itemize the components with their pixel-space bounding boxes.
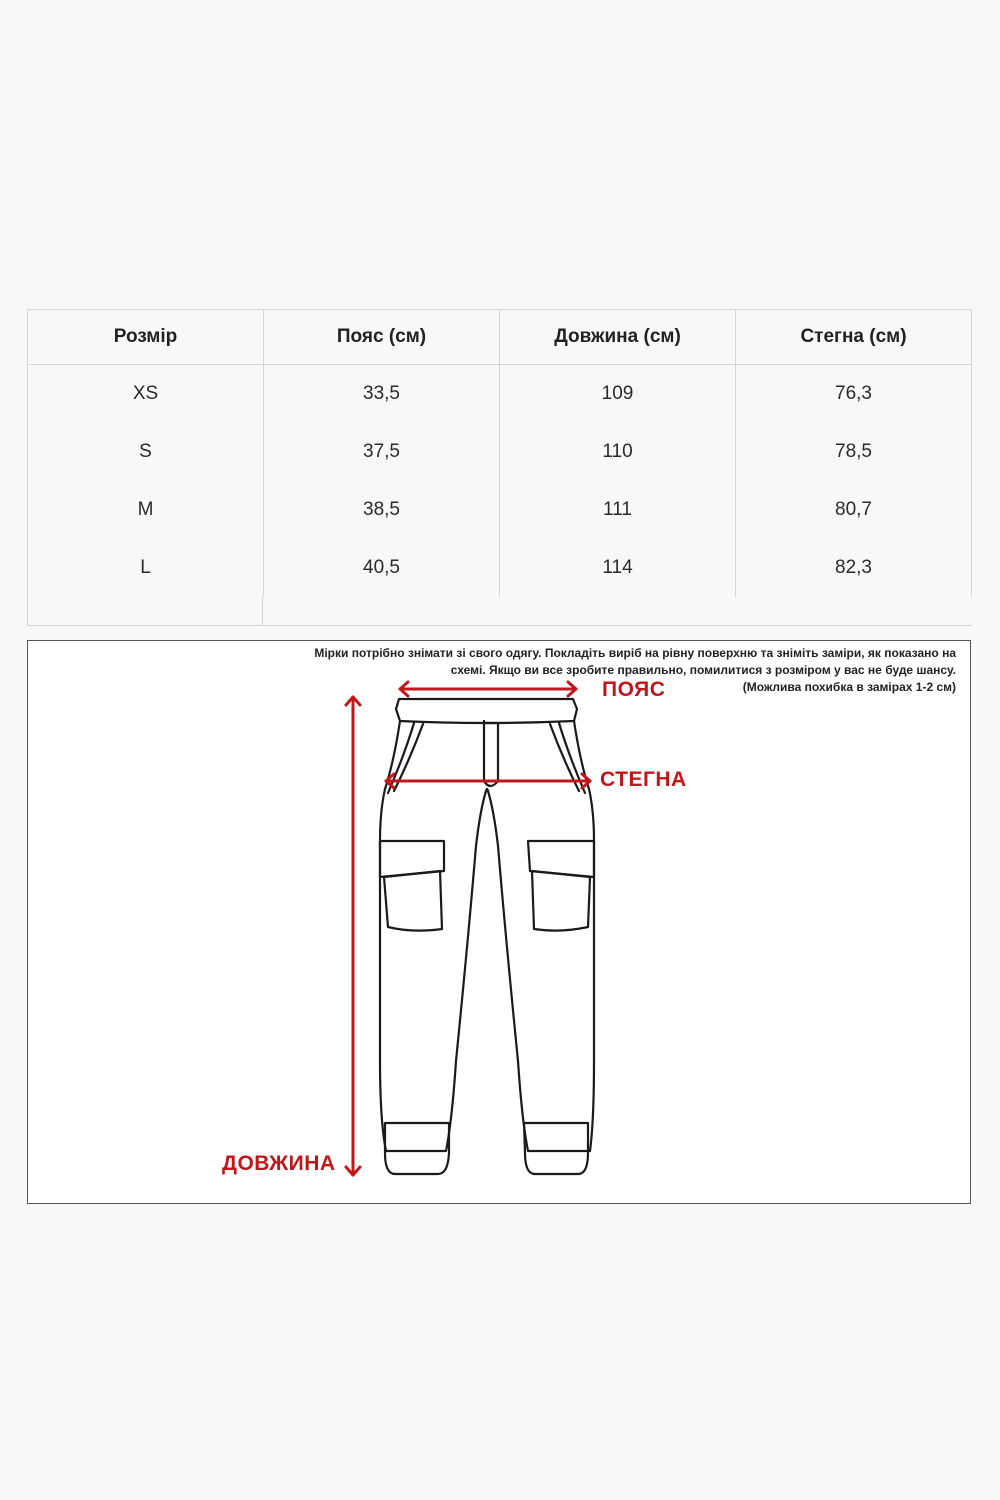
- table-row: [28, 481, 972, 539]
- header-waist: Пояс (см): [264, 310, 500, 365]
- table-footer-row: [27, 597, 972, 626]
- size-table-container: [27, 309, 972, 597]
- header-size: Розмір: [28, 310, 264, 365]
- right-leg-outline: [488, 721, 594, 1151]
- table-header-row: [28, 310, 972, 365]
- instruction-line: (Можлива похибка в замірах 1-2 см): [742, 680, 956, 694]
- cell-size: XS: [28, 365, 264, 424]
- table-footer-cell: [27, 597, 263, 625]
- waistband: [396, 699, 577, 723]
- crotch-line: [486, 789, 488, 791]
- table-row: [28, 423, 972, 481]
- hips-label: СТЕГНА: [600, 768, 687, 791]
- cell-length: 111: [500, 481, 736, 539]
- left-cuff: [385, 1123, 449, 1174]
- cell-waist: 33,5: [264, 365, 500, 424]
- header-hips: Стегна (см): [736, 310, 972, 365]
- cell-size: M: [28, 481, 264, 539]
- instruction-line: Мірки потрібно знімати зі свого одягу. Покладіть виріб на рівну поверхню та зніміть заміри, як показано на: [314, 646, 956, 660]
- cell-length: 114: [500, 539, 736, 597]
- fly-line: [484, 721, 498, 786]
- waist-arrow: [400, 682, 576, 696]
- length-label: ДОВЖИНА: [222, 1152, 336, 1175]
- cell-hips: 80,7: [736, 481, 972, 539]
- right-cargo-pocket: [532, 871, 590, 931]
- cell-length: 109: [500, 365, 736, 424]
- cell-waist: 38,5: [264, 481, 500, 539]
- waist-label: ПОЯС: [602, 678, 666, 701]
- size-table: [27, 309, 972, 597]
- cell-hips: 78,5: [736, 423, 972, 481]
- left-cargo-pocket: [384, 871, 442, 931]
- pants-diagram-svg: [28, 641, 972, 1205]
- pants-illustration: [380, 699, 594, 1174]
- right-cuff: [524, 1123, 588, 1174]
- length-arrow: [346, 697, 360, 1175]
- cell-length: 110: [500, 423, 736, 481]
- cell-size: S: [28, 423, 264, 481]
- header-length: Довжина (см): [500, 310, 736, 365]
- cell-hips: 76,3: [736, 365, 972, 424]
- measurement-diagram: [27, 640, 971, 1204]
- cell-size: L: [28, 539, 264, 597]
- cell-waist: 37,5: [264, 423, 500, 481]
- table-row: [28, 539, 972, 597]
- cell-hips: 82,3: [736, 539, 972, 597]
- table-row: [28, 365, 972, 424]
- cell-waist: 40,5: [264, 539, 500, 597]
- instruction-line: схемі. Якщо ви все зробите правильно, помилитися з розміром у вас не буде шансу.: [450, 663, 956, 677]
